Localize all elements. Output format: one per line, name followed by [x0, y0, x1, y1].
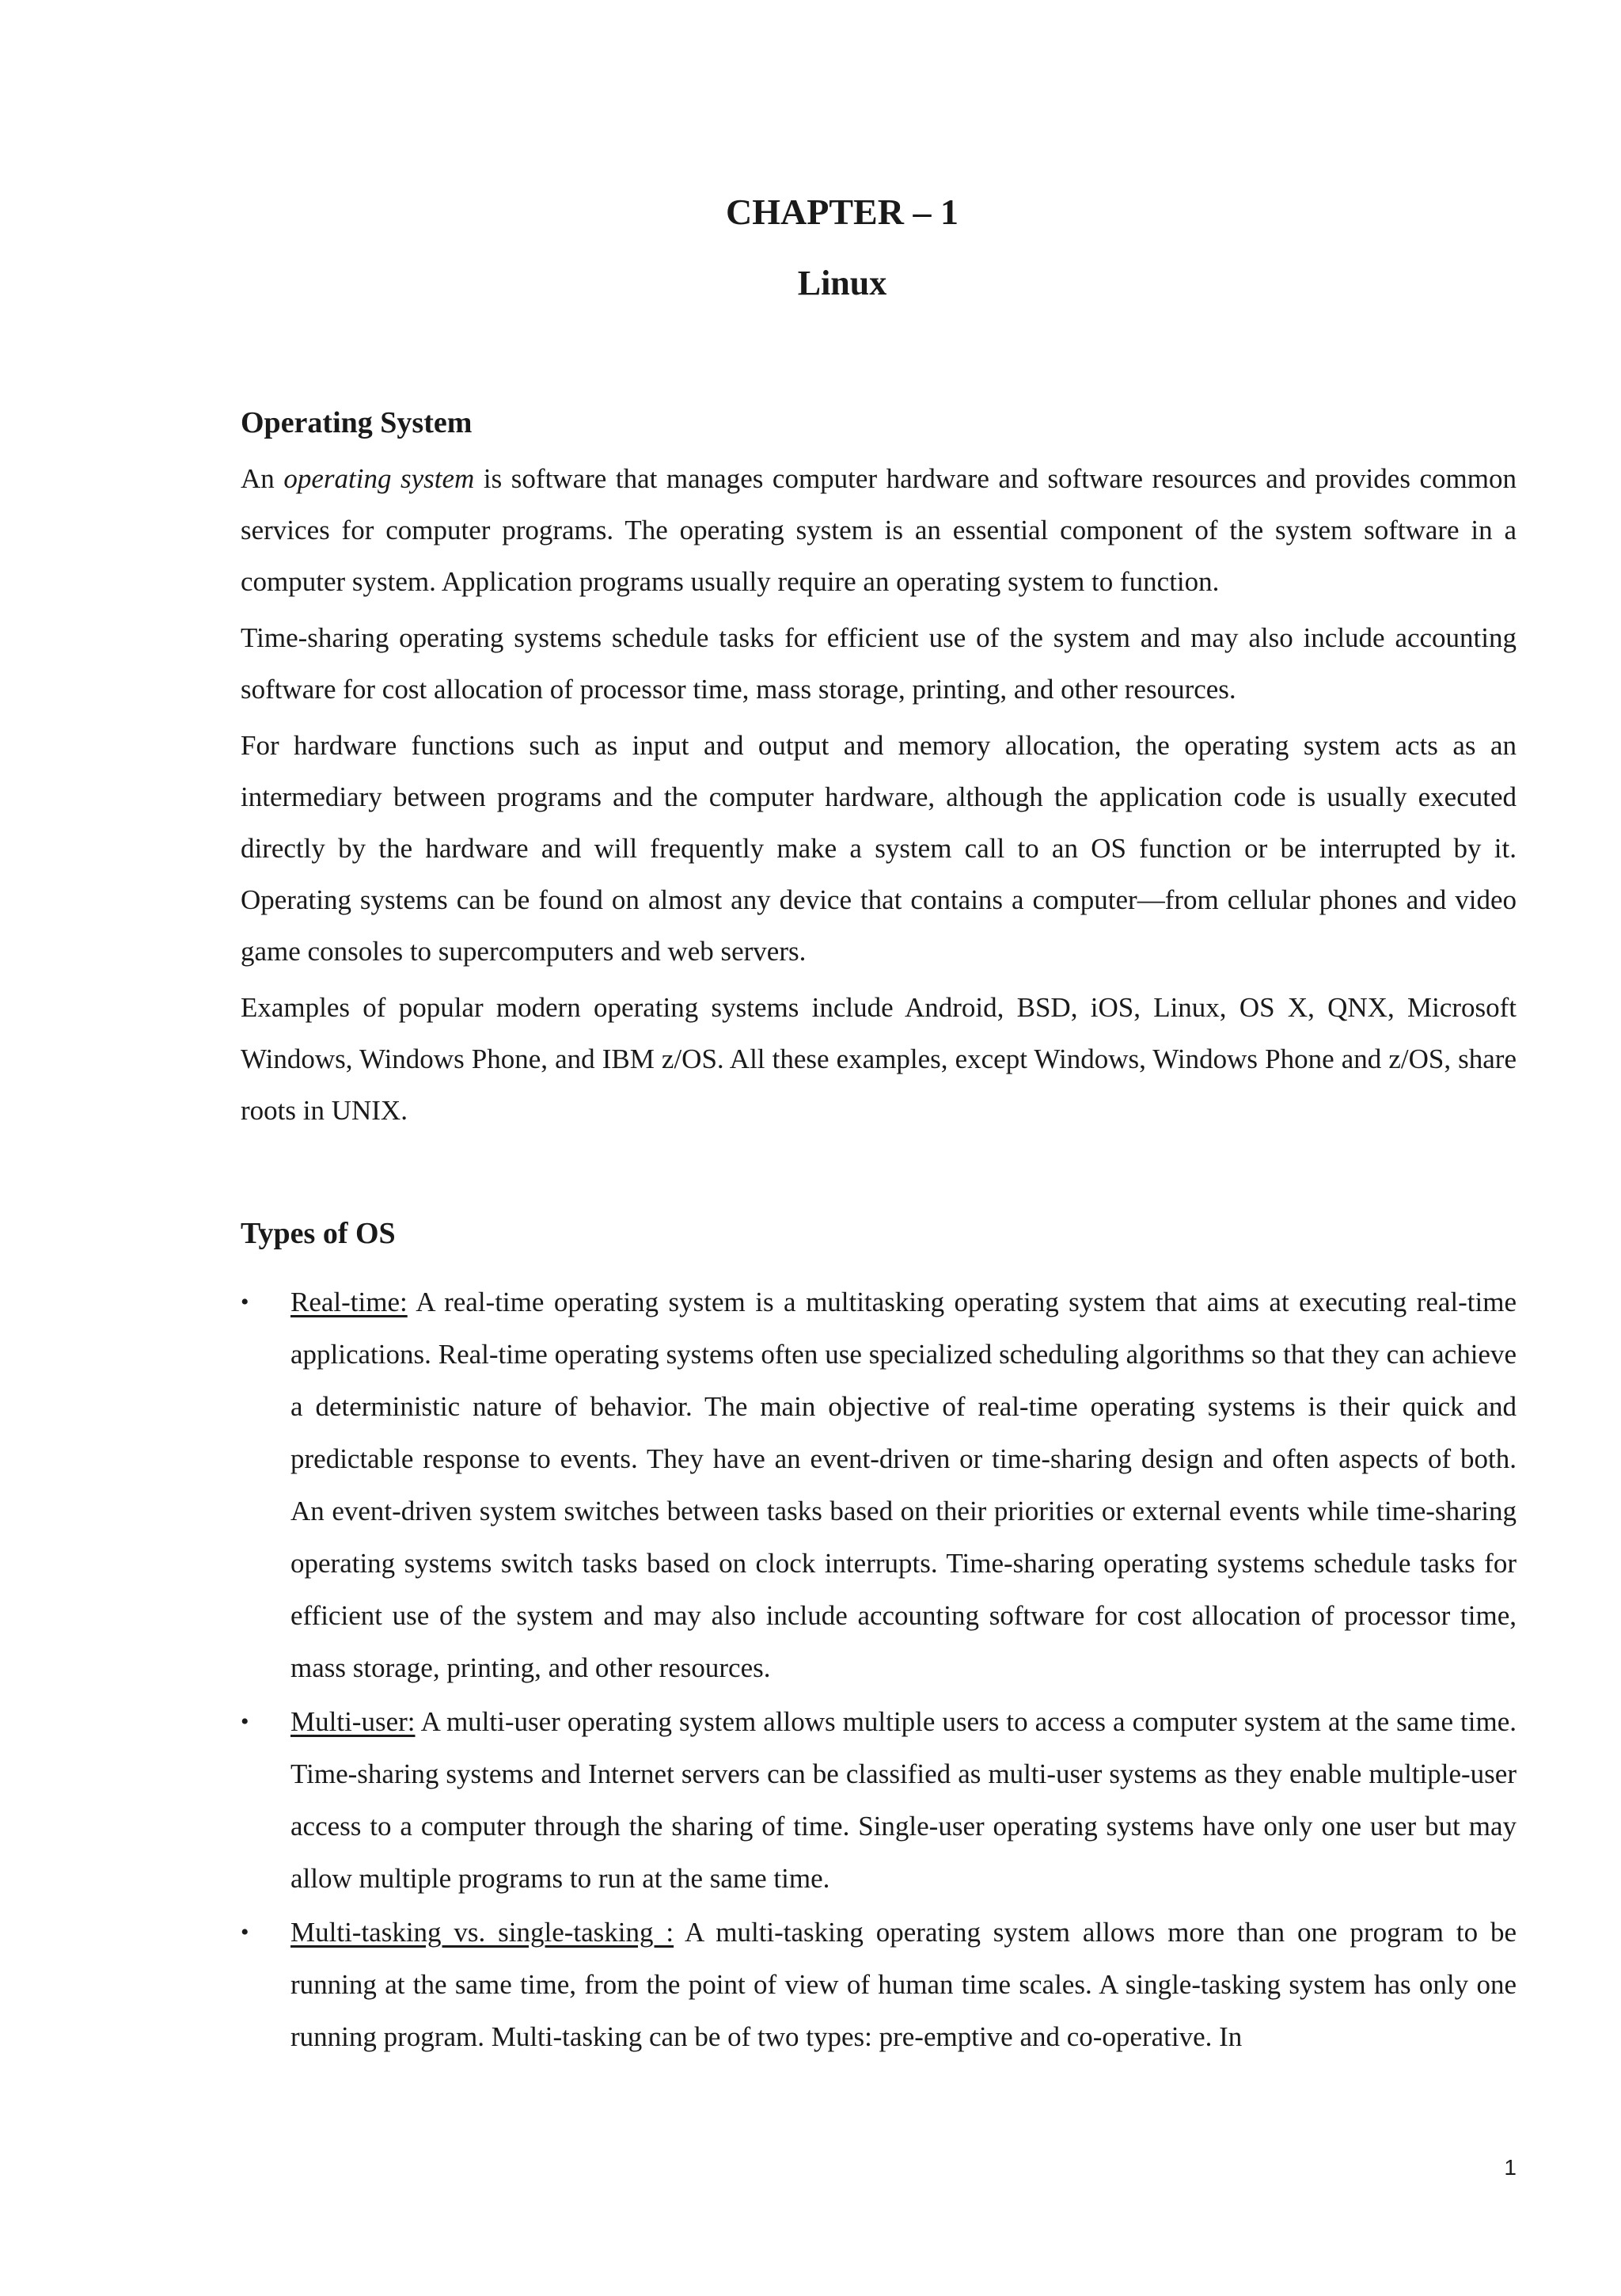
- os-types-list: [241, 1276, 1517, 2063]
- bullet-icon: •: [241, 1289, 249, 1315]
- list-item-term: Multi-tasking vs. single-tasking :: [290, 1917, 674, 1948]
- bullet-icon: •: [241, 1709, 249, 1735]
- list-item-text: A real-time operating system is a multitasking operating system that aims at executing real-time applications. Real-time operating systems often use specialized scheduling algorithms so that they can achieve a deterministic nature of behavior. The main objective of real-time operating systems is their quick and predictable response to events. They have an event-driven or time-sharing design and often aspects of both. An event-driven system switches between tasks based on their priorities or external events while time-sharing operating systems switch tasks based on clock interrupts. Time-sharing operating systems schedule tasks for efficient use of the system and may also include accounting software for cost allocation of processor time, mass storage, printing, and other resources.: [290, 1287, 1517, 1683]
- section-operating-system: [241, 401, 1517, 1141]
- list-item-term: Real-time:: [290, 1287, 408, 1317]
- paragraph-definition-rest: is software that manages computer hardware and software resources and provides common services for computer programs. The operating system is an essential component of the system software in a computer system. Application programs usually require an operating system to function.: [241, 463, 1517, 597]
- chapter-title: Linux: [797, 264, 887, 302]
- paragraph-hardware-functions: For hardware functions such as input and output and memory allocation, the operating system acts as an intermediary between programs and the computer hardware, although the application code is usually executed directly by the hardware and will frequently make a system call to an OS function or be interrupted by it. Operating systems can be found on almost any device that contains a computer—from cellular phones and video game consoles to supercomputers and web servers.: [241, 730, 1517, 967]
- section-types-of-os: [241, 1211, 1517, 2065]
- list-item-text: A multi-tasking operating system allows more than one program to be running at the same time, from the point of view of human time scales. A single-tasking system has only one running program. Multi-tasking can be of two types: pre-emptive and co-operative. In: [290, 1917, 1517, 2052]
- list-item-multi-tasking: [241, 1906, 1517, 2063]
- section-heading-types-of-os: Types of OS: [241, 1217, 396, 1250]
- page-number: 1: [1504, 2155, 1517, 2180]
- paragraph-time-sharing: Time-sharing operating systems schedule tasks for efficient use of the system and may also include accounting software for cost allocation of processor time, mass storage, printing, and other resources.: [241, 622, 1517, 705]
- paragraph-definition: [241, 453, 1517, 607]
- list-item-text: A multi-user operating system allows multiple users to access a computer system at the same time. Time-sharing systems and Internet servers can be classified as multi-user systems as they enable multiple-user access to a computer through the sharing of time. Single-user operating systems have only one user but may allow multiple programs to run at the same time.: [290, 1706, 1517, 1894]
- chapter-number: CHAPTER – 1: [726, 192, 959, 232]
- list-item-term: Multi-user:: [290, 1706, 416, 1737]
- paragraph-definition-prefix: An: [241, 463, 284, 494]
- list-item-multi-user: [241, 1696, 1517, 1905]
- paragraph-examples: Examples of popular modern operating systems include Android, BSD, iOS, Linux, OS X, QNX, Microsoft Windows, Windows Phone, and IBM z/OS. All these examples, except Windows, Windows Phone and z/OS, share roots in UNIX.: [241, 992, 1517, 1126]
- paragraph-definition-term: operating system: [283, 463, 475, 494]
- bullet-icon: •: [241, 1919, 249, 1945]
- list-item-real-time: [241, 1276, 1517, 1694]
- section-heading-operating-system: Operating System: [241, 406, 473, 439]
